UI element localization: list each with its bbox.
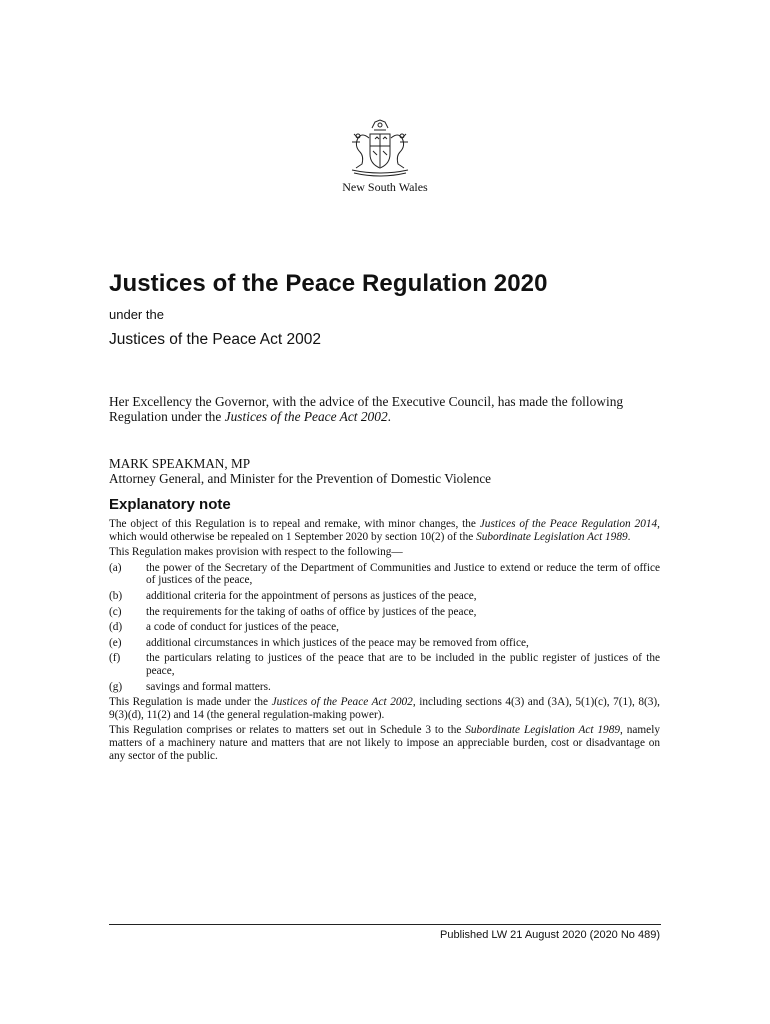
list-item [109,637,660,650]
note-p1-italic-1: Justices of the Peace Regulation 2014 [479,518,658,530]
preamble [109,394,661,424]
parent-act-name: Justices of the Peace Act 2002 [109,331,321,348]
list-item [109,681,660,694]
list-item-text: the requirements for the taking of oaths of office by justices of the peace, [146,605,477,618]
signatory-name: MARK SPEAKMAN, MP [109,456,251,471]
list-item [109,562,660,587]
footer-divider [109,924,661,925]
list-item-label: (b) [109,589,123,602]
explanatory-note-heading: Explanatory note [109,496,231,513]
list-item-label: (c) [109,605,122,618]
note-p1-italic-2: Subordinate Legislation Act 1989 [476,530,628,543]
under-the-label: under the [109,307,164,322]
list-item-text: savings and formal matters. [146,680,271,693]
list-item-text: a code of conduct for justices of the peace, [146,621,339,634]
explanatory-note-body [109,518,660,765]
preamble-text: Her Excellency the Governor, with the advice of the Executive Council, has made the following Regulation under the [109,394,624,424]
note-p1-text-3: . [627,530,631,543]
list-item-label: (e) [109,636,122,649]
coat-of-arms-icon [342,118,418,180]
list-item-label: (a) [109,561,122,574]
preamble-act: Justices of the Peace Act 2002 [224,409,388,424]
state-name: New South Wales [342,180,428,194]
list-item-text: the power of the Secretary of the Department of Communities and Justice to extend or reduce the term of office of justices of the peace, [146,561,660,587]
note-p3-italic-1: Justices of the Peace Act 2002 [271,696,413,709]
list-item-label: (f) [109,652,121,665]
list-item [109,652,660,677]
note-p1-text-2: , which would otherwise be repealed on 1 September 2020 by section 10(2) of the [109,518,660,543]
signatory-block [109,456,491,486]
note-p4-text-1: This Regulation comprises or relates to matters set out in Schedule 3 to the [109,724,466,737]
note-p4-italic-1: Subordinate Legislation Act 1989 [465,724,621,737]
list-item-label: (g) [109,680,123,693]
note-p3-text-1: This Regulation is made under the [109,696,272,709]
list-item [109,621,660,634]
list-item-text: additional circumstances in which justices of the peace may be removed from office, [146,636,529,649]
provision-list [109,562,660,693]
note-p3-text-2: , including sections 4(3) and (3A), 5(1)(c), 7(1), 8(3), 9(3)(d), 11(2) and 14 (the general regulation-making power). [109,696,660,721]
preamble-end: . [387,409,392,424]
note-paragraph-1 [109,518,660,543]
note-p4-text-2: , namely matters of a machinery nature and matters that are not likely to impose an appreciable burden, cost or disadvantage on any sector of the public. [109,724,660,762]
regulation-title: Justices of the Peace Regulation 2020 [109,270,548,297]
note-paragraph-2: This Regulation makes provision with respect to the following— [109,546,403,559]
note-paragraph-3 [109,696,660,721]
list-item-text: the particulars relating to justices of the peace that are to be included in the public register of justices of the peace, [146,652,660,677]
signatory-title: Attorney General, and Minister for the Prevention of Domestic Violence [109,471,492,486]
list-item [109,606,660,619]
note-p1-text-1: The object of this Regulation is to repeal and remake, with minor changes, the [109,518,480,530]
publication-footer: Published LW 21 August 2020 (2020 No 489) [440,929,660,941]
note-paragraph-4 [109,724,660,762]
list-item-label: (d) [109,621,123,634]
list-item [109,590,660,603]
list-item-text: additional criteria for the appointment of persons as justices of the peace, [146,589,477,602]
